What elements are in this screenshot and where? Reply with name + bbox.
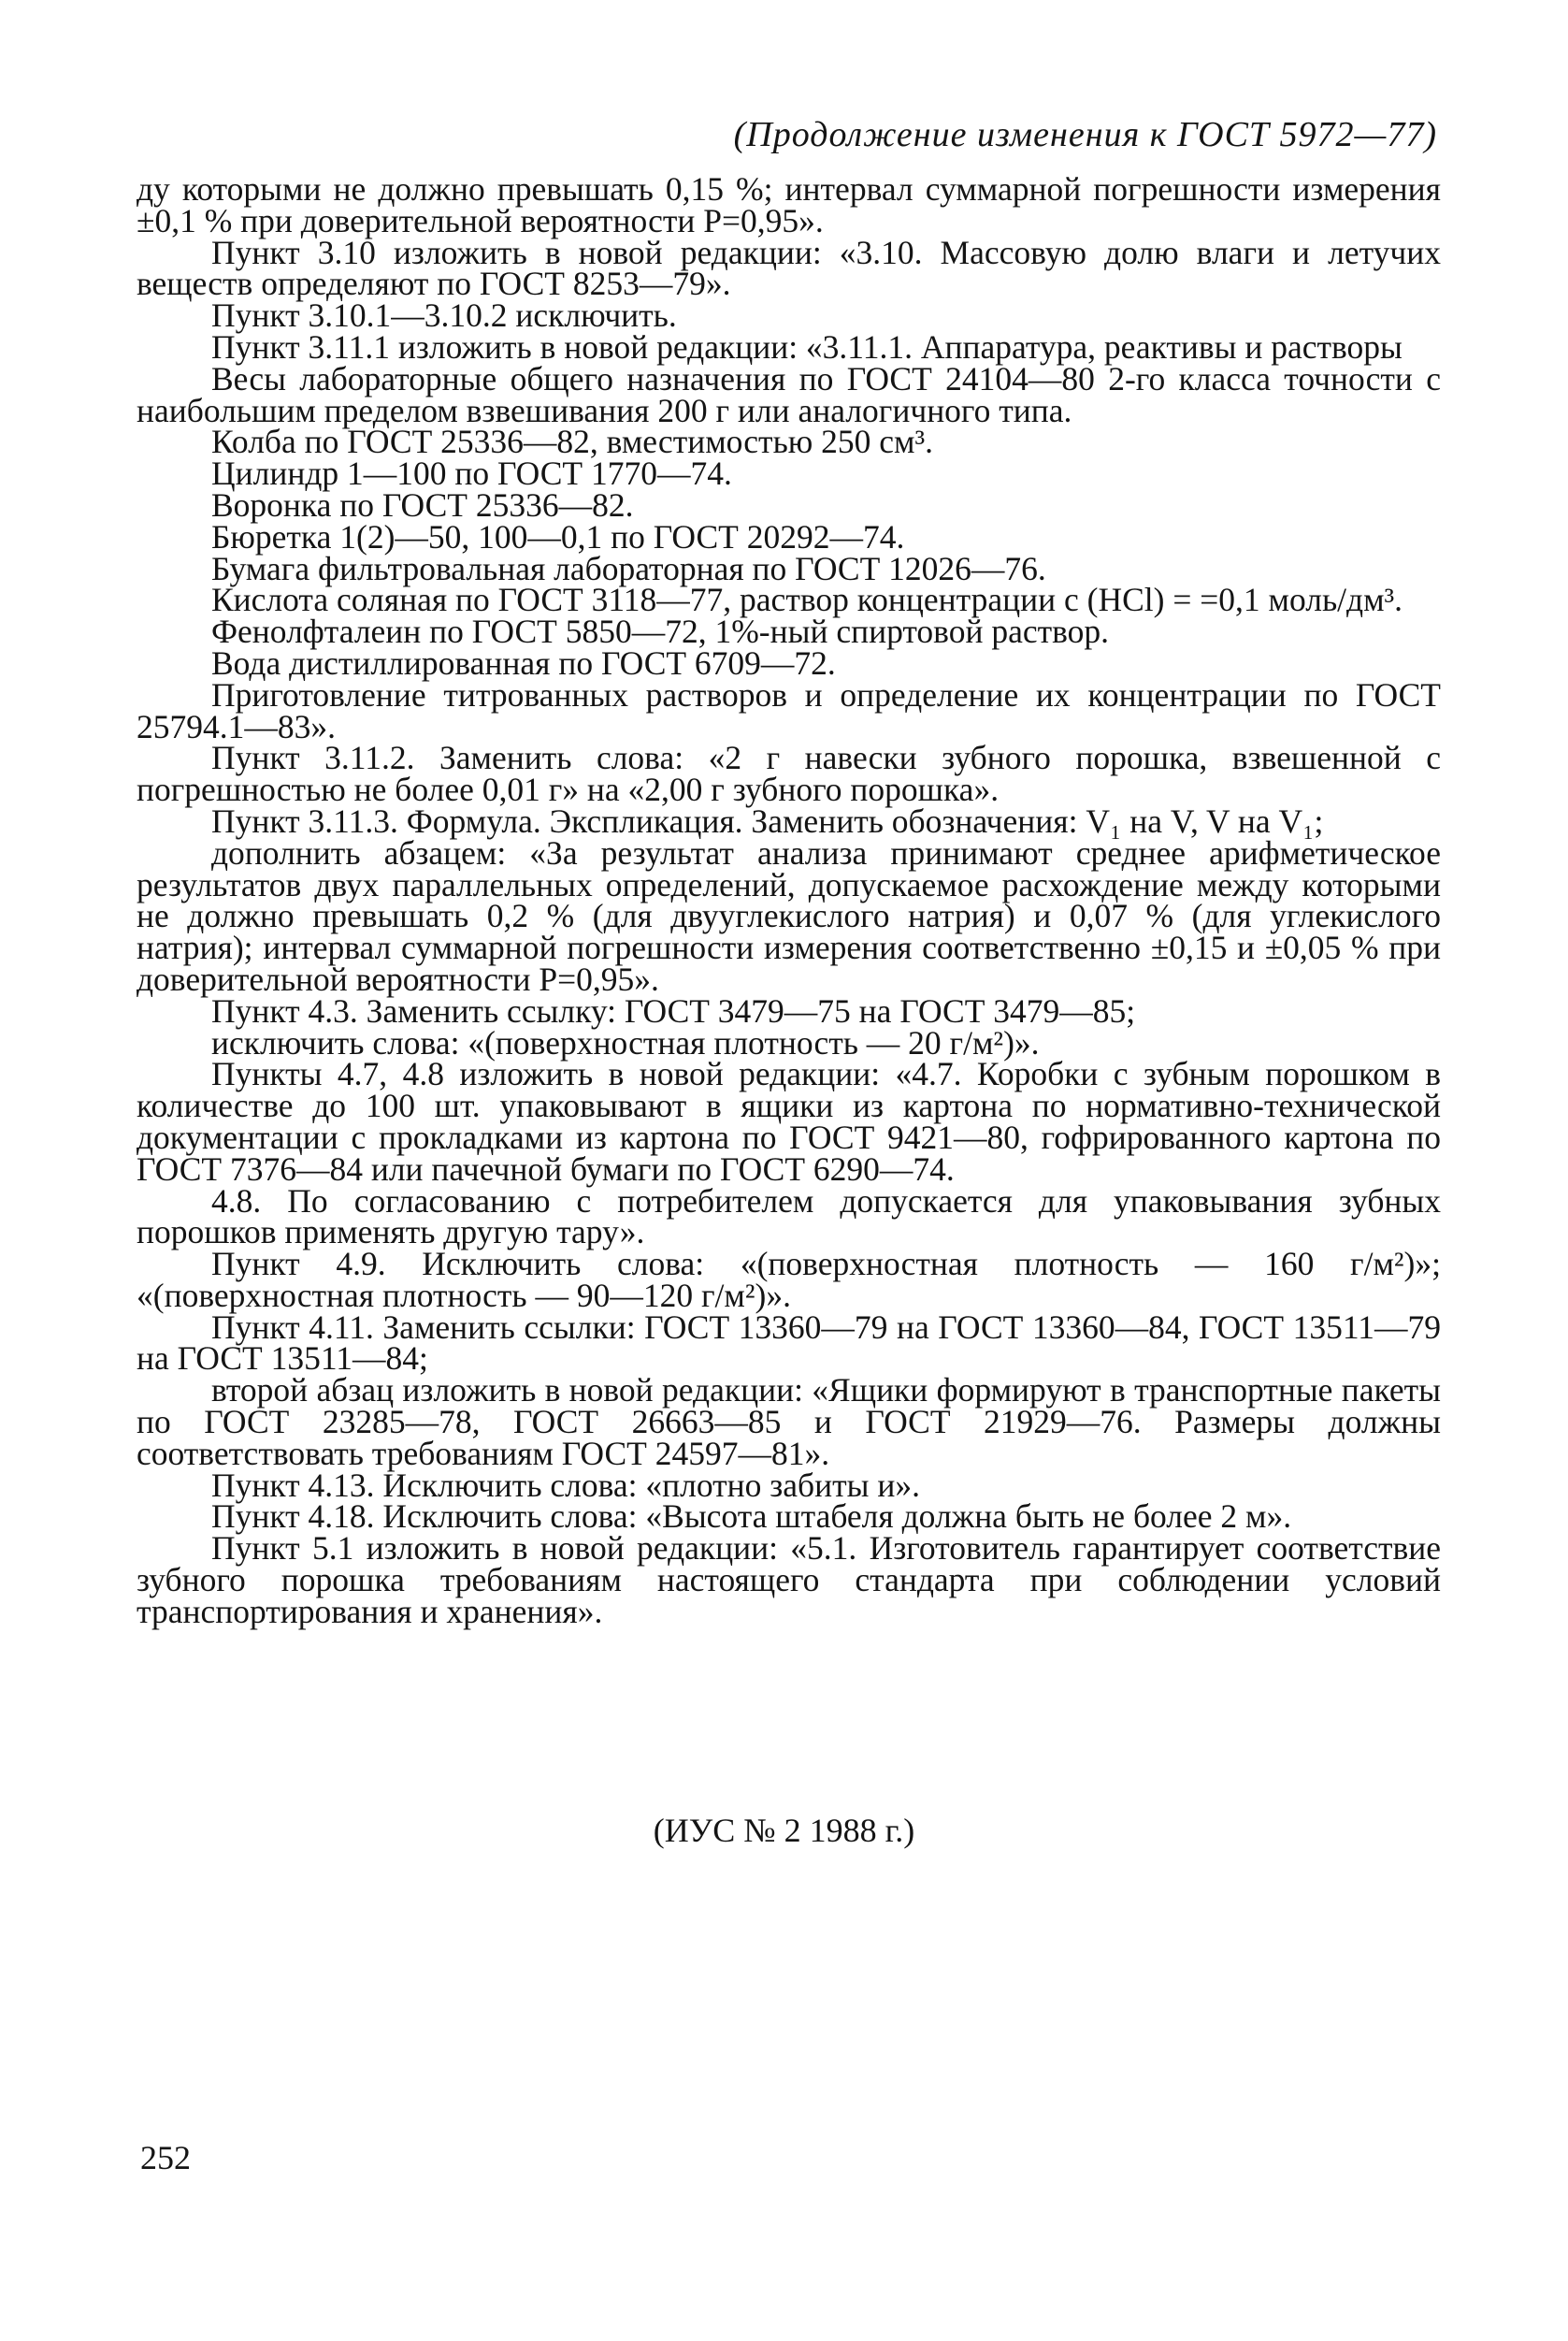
paragraph: Бюретка 1(2)—50, 100—0,1 по ГОСТ 20292—74. (211, 517, 905, 556)
paragraph: Пункт 3.11.2. Заменить слова: «2 г навески зубного порошка, взвешенной с погрешностью не более 0,01 г» на «2,00 г зубного порошка». (137, 739, 1441, 809)
paragraph: Весы лабораторные общего назначения по ГОСТ 24104—80 2-го класса точности с наибольшим пределом взвешивания 200 г или аналогичного типа. (137, 359, 1441, 429)
paragraph: Пункт 3.11.3. Формула. Экспликация. Заменить обозначения: V₁ на V, V на V₁; (211, 802, 1324, 840)
paragraph: второй абзац изложить в новой редакции: «Ящики формируют в транспортные пакеты по ГОСТ 23285—78, ГОСТ 26663—85 и ГОСТ 21929—76. Размеры должны соответствовать требованиям ГОСТ 24597—81». (137, 1371, 1441, 1472)
paragraph: ду которыми не должно превышать 0,15 %; интервал суммарной погрешности измерения ±0,1 % при доверительной вероятности P=0,95». (137, 170, 1441, 239)
paragraph: Пункт 4.11. Заменить ссылки: ГОСТ 13360—79 на ГОСТ 13360—84, ГОСТ 13511—79 на ГОСТ 13511—84; (137, 1308, 1441, 1378)
paragraph: Кислота соляная по ГОСТ 3118—77, раствор концентрации c (HCl) = =0,1 моль/дм³. (211, 581, 1403, 619)
paragraph: Пункт 5.1 изложить в новой редакции: «5.1. Изготовитель гарантирует соответствие зубного порошка требованиям настоящего стандарта при соблюдении условий транспортирования и хранения». (137, 1529, 1441, 1630)
source-reference: (ИУС № 2 1988 г.) (653, 1812, 915, 1849)
paragraph: Бумага фильтровальная лабораторная по ГОСТ 12026—76. (211, 549, 1046, 587)
paragraph: Колба по ГОСТ 25336—82, вместимостью 250 см³. (211, 423, 934, 461)
paragraph: Фенолфталеин по ГОСТ 5850—72, 1%-ный спиртовой раствор. (211, 613, 1109, 651)
paragraph: дополнить абзацем: «За результат анализа принимают среднее арифметическое результатов двух параллельных определений, допускаемое расхождение между которыми не должно превышать 0,2 % (для двууглекислого натрия) и 0,07 % (для углекислого натрия); интервал суммарной погрешности измерения соответственно ±0,15 и ±0,05 % при доверительной вероятности P=0,95». (137, 833, 1441, 998)
document-body (137, 170, 1441, 1630)
paragraph: Цилиндр 1—100 по ГОСТ 1770—74. (211, 455, 732, 493)
paragraph: 4.8. По согласованию с потребителем допускается для упаковывания зубных порошков применять другую тару». (137, 1181, 1441, 1251)
continuation-header: (Продолжение изменения к ГОСТ 5972—77) (733, 115, 1437, 154)
paragraph: Пункт 3.10 изложить в новой редакции: «3.10. Массовую долю влаги и летучих веществ определяют по ГОСТ 8253—79». (137, 233, 1441, 303)
paragraph: Пункт 3.11.1 изложить в новой редакции: «3.11.1. Аппаратура, реактивы и растворы (211, 327, 1403, 366)
paragraph: Вода дистиллированная по ГОСТ 6709—72. (211, 643, 836, 682)
paragraph: Пункт 3.10.1—3.10.2 исключить. (211, 296, 677, 335)
paragraph: исключить слова: «(поверхностная плотность — 20 г/м²)». (211, 1023, 1040, 1062)
page-number: 252 (140, 2139, 191, 2176)
paragraph: Приготовление титрованных растворов и определение их концентрации по ГОСТ 25794.1—83». (137, 675, 1441, 745)
paragraph: Пункт 4.3. Заменить ссылку: ГОСТ 3479—75 на ГОСТ 3479—85; (211, 991, 1136, 1030)
paragraph: Пункт 4.9. Исключить слова: «(поверхностная плотность — 160 г/м²)»; «(поверхностная плотность — 90—120 г/м²)». (137, 1245, 1441, 1314)
paragraph: Пункты 4.7, 4.8 изложить в новой редакции: «4.7. Коробки с зубным порошком в количестве до 100 шт. упаковывают в ящики из картона по нормативно-технической документации с прокладками из картона по ГОСТ 9421—80, гофрированного картона по ГОСТ 7376—84 или пачечной бумаги по ГОСТ 6290—74. (137, 1055, 1441, 1188)
paragraph: Воронка по ГОСТ 25336—82. (211, 485, 634, 524)
paragraph: Пункт 4.13. Исключить слова: «плотно забиты и». (211, 1466, 920, 1504)
paragraph: Пункт 4.18. Исключить слова: «Высота штабеля должна быть не более 2 м». (211, 1497, 1292, 1536)
